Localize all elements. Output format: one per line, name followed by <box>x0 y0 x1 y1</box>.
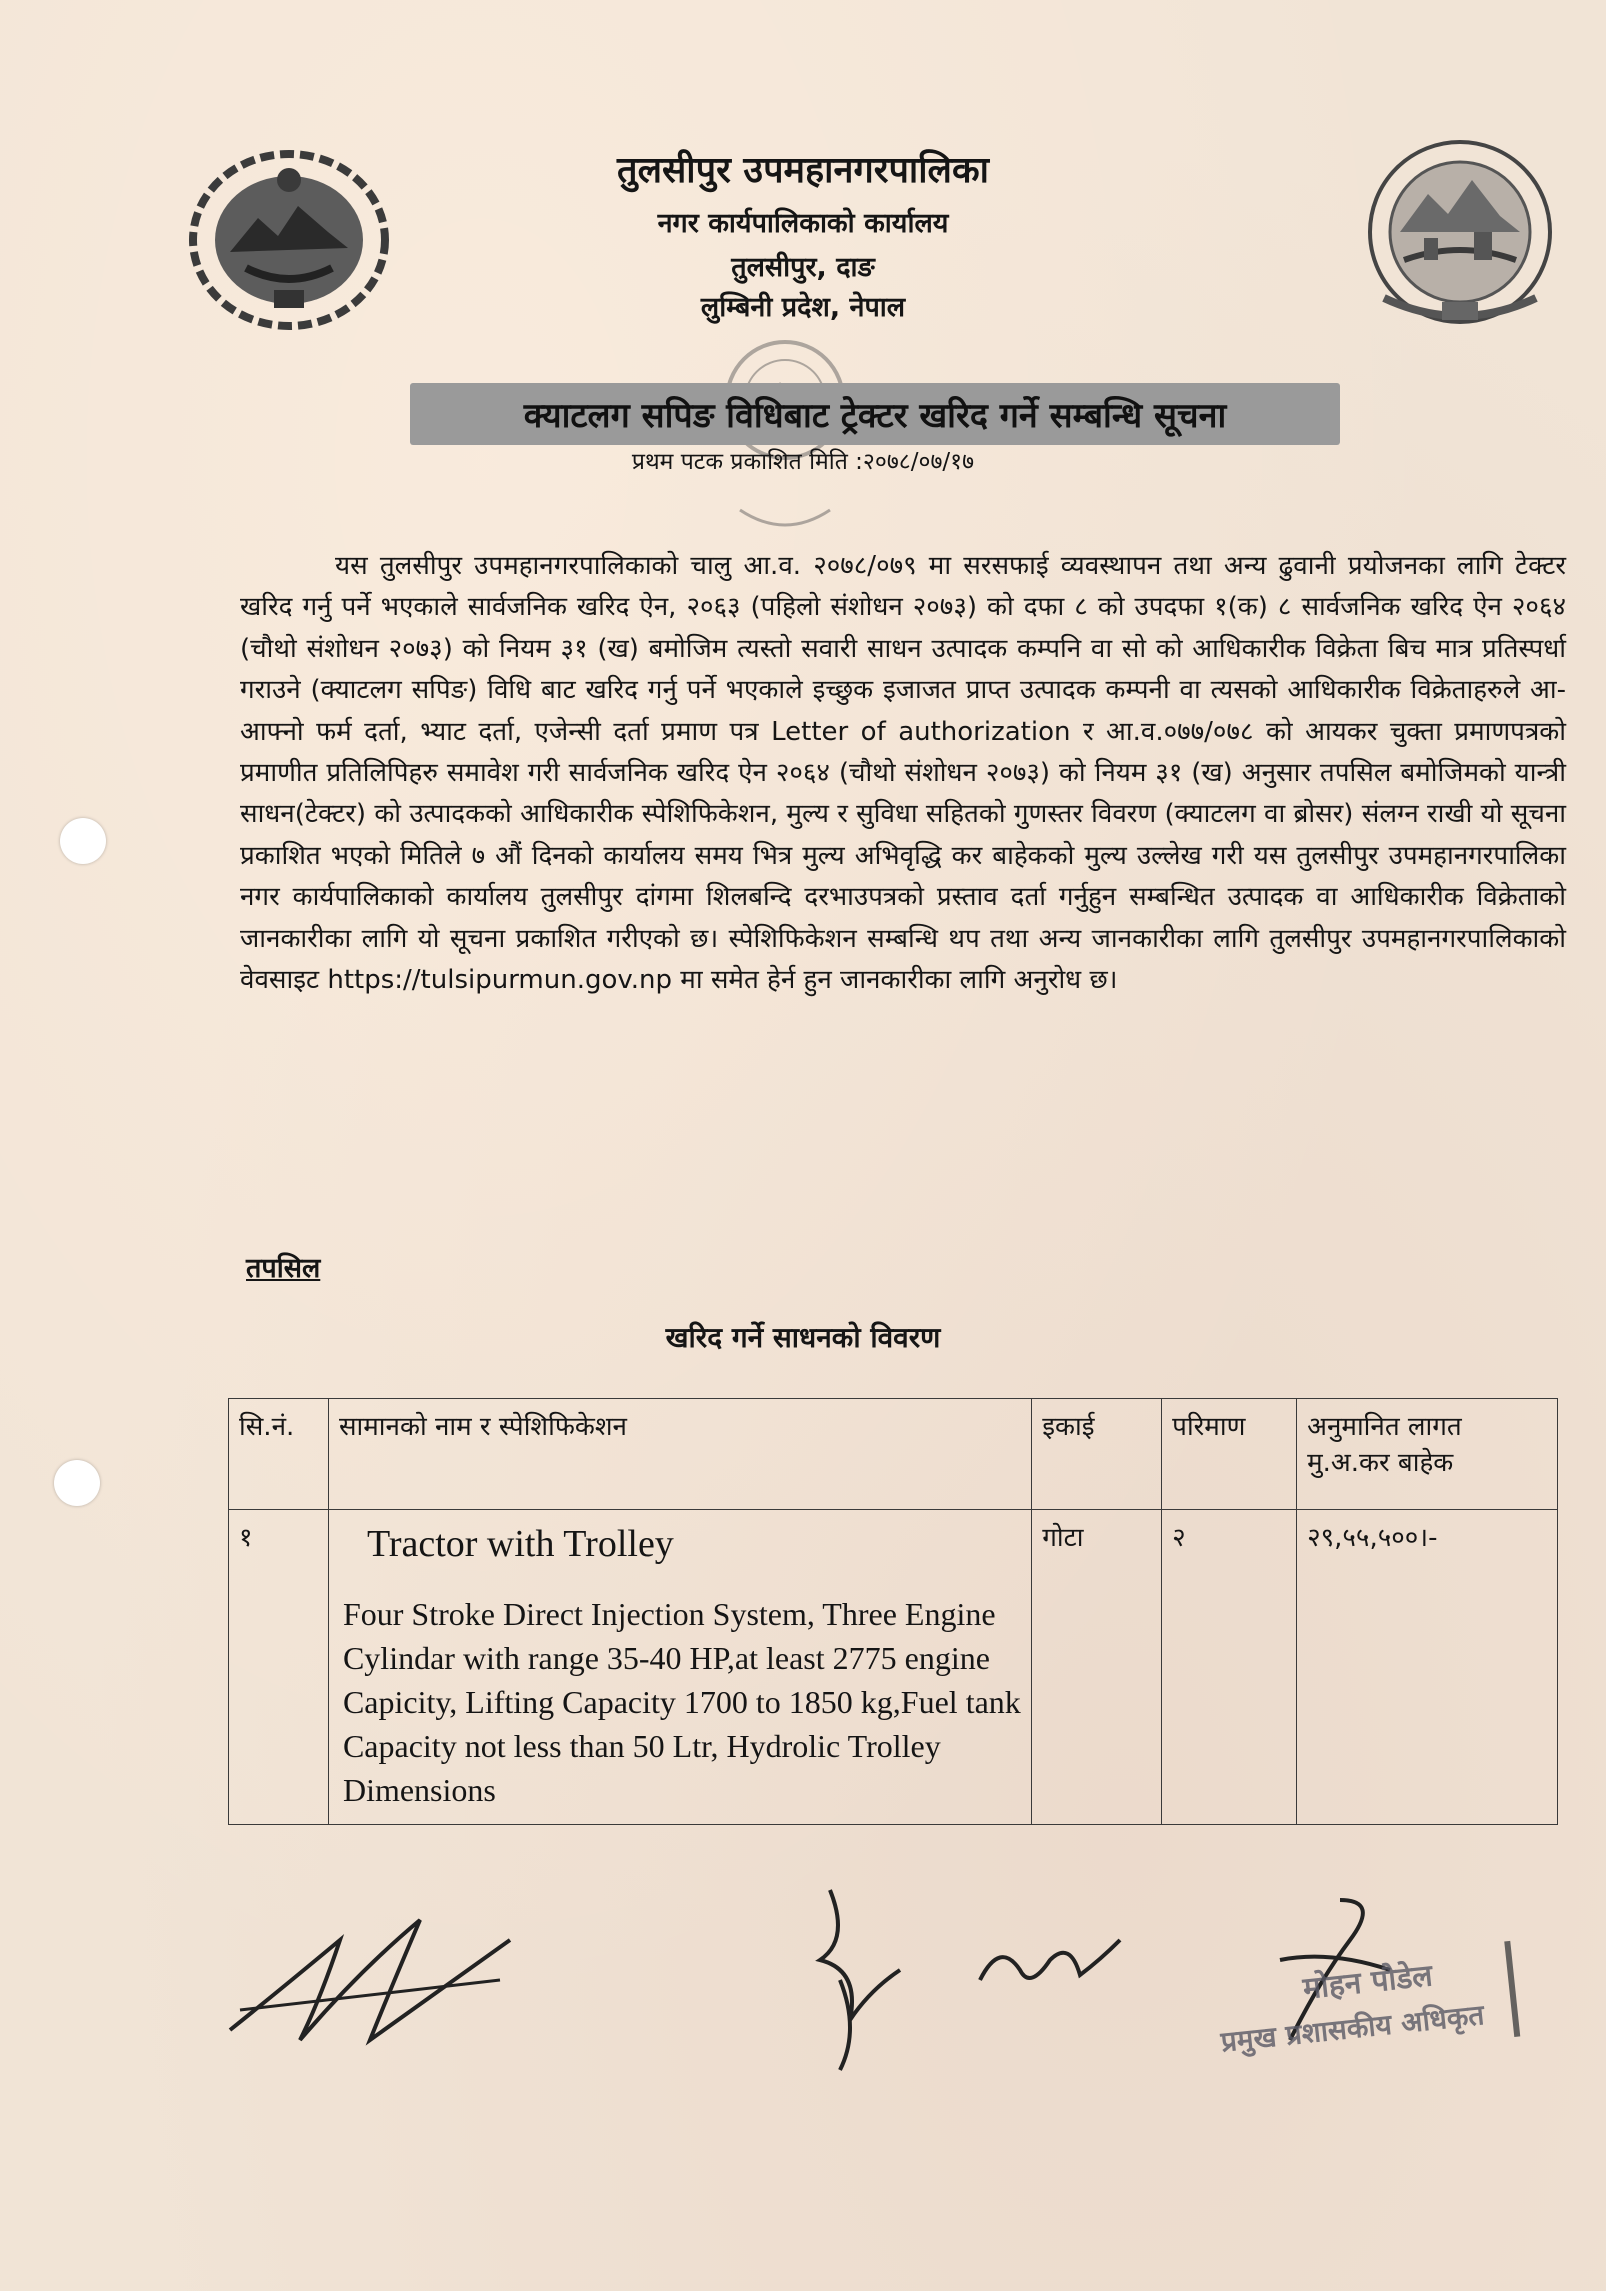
table-header-row <box>229 1399 1558 1510</box>
province: लुम्बिनी प्रदेश, नेपाल <box>700 292 906 323</box>
table-caption: खरिद गर्ने साधनको विवरण <box>665 1321 941 1354</box>
office-name: नगर कार्यपालिकाको कार्यालय <box>657 208 949 239</box>
officer-name: मोहन पौडेल <box>1301 1958 1435 2007</box>
officer-title: प्रमुख प्रशासकीय अधिकृत <box>1219 1998 1486 2059</box>
tapasil-heading: तपसिल <box>246 1253 321 1284</box>
table-row <box>229 1510 1558 1825</box>
header-item: सामानको नाम र स्पेशिफिकेशन <box>328 1399 1031 1510</box>
header-sn: सि.नं. <box>229 1399 329 1510</box>
row-unit: गोटा <box>1032 1510 1162 1825</box>
procurement-table <box>228 1398 1558 1825</box>
row-item <box>328 1510 1031 1825</box>
header-cost-line1: अनुमानित लागत <box>1307 1412 1462 1442</box>
row-cost: २९,५५,५००।- <box>1297 1510 1558 1825</box>
header-cost <box>1297 1399 1558 1510</box>
row-qty: २ <box>1162 1510 1297 1825</box>
punch-hole <box>54 1460 100 1506</box>
item-name: Tractor with Trolley <box>366 1523 674 1565</box>
punch-hole <box>60 818 106 864</box>
org-name: तुलसीपुर उपमहानगरपालिका <box>617 150 989 191</box>
location: तुलसीपुर, दाङ <box>731 252 875 283</box>
item-spec: Four Stroke Direct Injection System, Three Engine Cylindar with range 35-40 HP,at least 2775 engine Capicity, Lifting Capacity 1700 to 1850 kg,Fuel tank Capacity not less than 50 Ltr, Hydrolic Trolley Dimensions <box>342 1596 1021 1808</box>
header-cost-line2: मु.अ.कर बाहेक <box>1307 1448 1454 1478</box>
signature-3 <box>970 1920 1130 2010</box>
notice-paragraph: यस तुलसीपुर उपमहानगरपालिकाको चालु आ.व. २०७८/०७९ मा सरसफाई व्यवस्थापन तथा अन्य ढुवानी प्रयोजनका लागि टेक्टर खरिद गर्नु पर्ने भएकाले सार्वजनिक खरिद ऐन, २०६३ (पहिलो संशोधन २०७३) को दफा ८ को उपदफा १(क) ८ सार्वजनिक खरिद ऐन २०६४ (चौथो संशोधन २०७३) को नियम ३१ (ख) बमोजिम त्यस्तो सवारी साधन उत्पादक कम्पनि वा सो को आधिकारीक विक्रेता बिच मात्र प्रतिस्पर्धा गराउने (क्याटलग सपिङ) विधि बाट खरिद गर्नु पर्ने भएकाले इच्छुक इजाजत प्राप्त उत्पादक कम्पनी वा त्यसको आधिकारीक विक्रेताहरुले आ-आफ्नो फर्म दर्ता, भ्याट दर्ता, एजेन्सी दर्ता प्रमाण पत्र Letter of authorization र आ.व.०७७/०७८ को आयकर चुक्ता प्रमाणपत्रको प्रमाणीत प्रतिलिपिहरु समावेश गरी सार्वजनिक खरिद ऐन २०६४ (चौथो संशोधन २०७३) को नियम ३१ (ख) अनुसार तपसिल बमोजिमको यान्त्री साधन(टेक्टर) को उत्पादकको आधिकारीक स्पेशिफिकेशन, मुल्य र सुविधा सहितको गुणस्तर विवरण (क्याटलग वा ब्रोसर) संलग्न राखी यो सूचना प्रकाशित भएको मितिले ७ औं दिनको कार्यालय समय भित्र मुल्य अभिवृद्धि कर बाहेकको मुल्य उल्लेख गरी यस तुलसीपुर उपमहानगरपालिका नगर कार्यपालिकाको कार्यालय तुलसीपुर दांगमा शिलबन्दि दरभाउपत्रको प्रस्ताव दर्ता गर्नुहुन सम्बन्धित उत्पादक वा आधिकारीक विक्रेताको जानकारीका लागि यो सूचना प्रकाशित गरीएको छ। स्पेशिफिकेशन सम्बन्धि थप तथा अन्य जानकारीका लागि तुलसीपुर उपमहानगरपालिकाको वेवसाइट https://tulsipurmun.gov.np मा समेत हेर्न हुन जानकारीका लागि अनुरोध छ। <box>240 551 1566 996</box>
officer-stamp <box>1186 1946 1513 2064</box>
row-sn: १ <box>229 1510 329 1825</box>
publication-date: प्रथम पटक प्रकाशित मिति :२०७८/०७/१७ <box>631 449 975 475</box>
header-qty: परिमाण <box>1162 1399 1297 1510</box>
notice-title: क्याटलग सपिङ विधिबाट ट्रेक्टर खरिद गर्ने सम्बन्धि सूचना <box>523 396 1227 436</box>
signature-1 <box>220 1880 520 2060</box>
notice-body <box>240 546 1566 1001</box>
signature-2 <box>790 1880 910 2080</box>
header-unit: इकाई <box>1032 1399 1162 1510</box>
